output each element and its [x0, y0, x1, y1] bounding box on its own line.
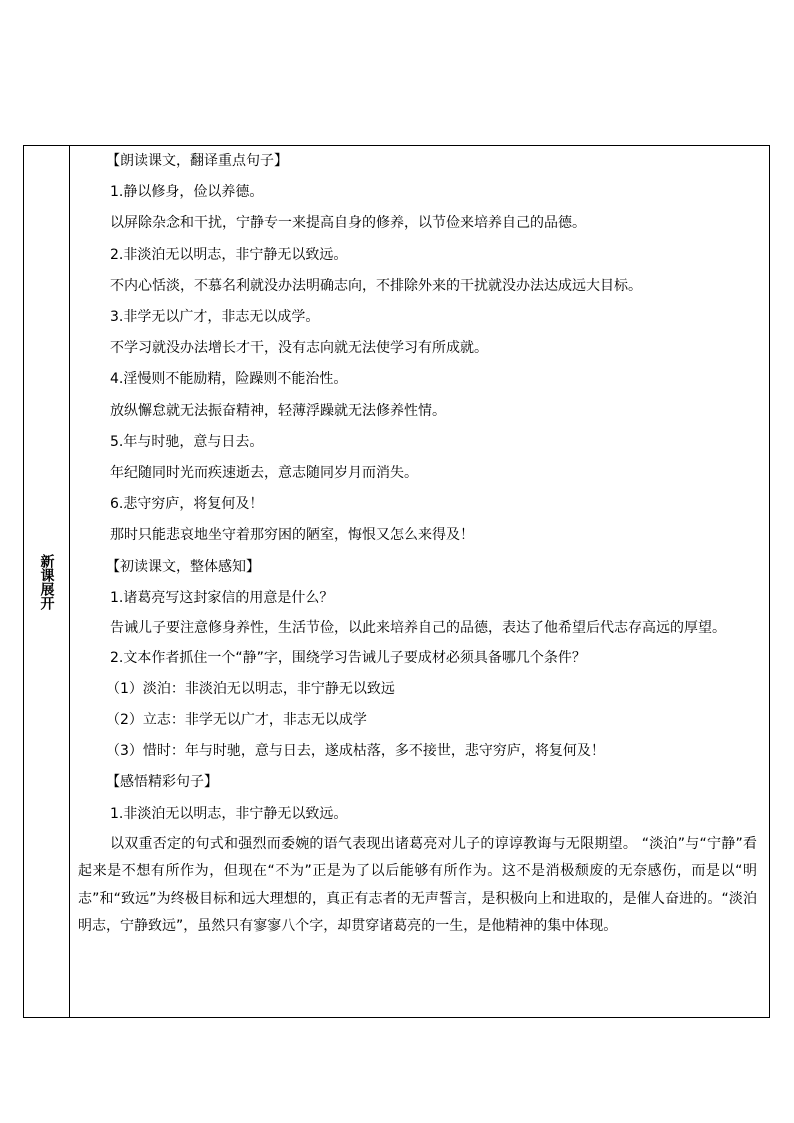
text-line: 4.淫慢则不能励精，险躁则不能治性。 [110, 371, 348, 388]
text-line: 年纪随同时光而疾速逝去，意志随同岁月而消失。 [110, 465, 418, 482]
text-line: （2）立志：非学无以广才，非志无以成学 [106, 711, 367, 728]
text-line: 以屏除杂念和干扰，宁静专一来提高自身的修养，以节俭来培养自己的品德。 [110, 215, 586, 232]
text-line: （3）惜时：年与时驰，意与日去，遂成枯落，多不接世，悲守穷庐，将复何及！ [106, 743, 605, 760]
text-line: 不内心恬淡，不慕名利就没办法明确志向，不排除外来的干扰就没办法达成远大目标。 [110, 277, 642, 294]
text-line: 2.文本作者抓住一个“静”字，围绕学习告诫儿子要成材必须具备哪几个条件？ [110, 649, 586, 666]
text-line: 3.非学无以广才，非志无以成学。 [110, 309, 320, 326]
section-label-cell [24, 146, 70, 1017]
text-line: 放纵懈怠就无法振奋精神，轻薄浮躁就无法修养性情。 [110, 402, 446, 419]
analysis-paragraph: 以双重否定的句式和强烈而委婉的语气表现出诸葛亮对儿子的谆谆教诲与无限期望。 “淡泊”与“宁静”看起来是不想有所作为，但现在“不为”正是为了以后能够有所作为。这不是消极颓废的无奈感伤，而是以“明志”和“致远”为终极目标和远大理想的，真正有志者的无声誓言，是积极向上和进取的，是催人奋进的。“淡泊明志，宁静致远”，虽然只有寥寥八个字，却贯穿诸葛亮的一生，是他精神的集中体现。 [78, 835, 757, 935]
answer-paragraph: 告诫儿子要注意修身养性，生活节俭，以此来培养自己的品德，表达了他希望后代志存高远的厚望。 [110, 620, 726, 637]
text-line: 5.年与时驰，意与日去。 [110, 433, 264, 450]
text-line: 【初读课文，整体感知】 [106, 558, 260, 575]
lesson-table [23, 145, 770, 1018]
text-line: 6.悲守穷庐，将复何及！ [110, 496, 264, 513]
text-line: 不学习就没办法增长才干，没有志向就无法使学习有所成就。 [110, 340, 488, 357]
text-line: 1.诸葛亮写这封家信的用意是什么？ [110, 589, 334, 606]
section-label: 新课展开 [38, 553, 55, 610]
content-cell [70, 146, 769, 1017]
text-line: 1.静以修身，俭以养德。 [110, 184, 264, 201]
text-line: 【朗读课文，翻译重点句子】 [106, 153, 288, 169]
text-line: （1）淡泊：非淡泊无以明志，非宁静无以致远 [106, 680, 395, 697]
text-line: 那时只能悲哀地坐守着那穷困的陋室，悔恨又怎么来得及！ [110, 527, 474, 544]
text-line: 2.非淡泊无以明志，非宁静无以致远。 [110, 246, 348, 263]
text-line: 【感悟精彩句子】 [106, 774, 218, 791]
text-line: 1.非淡泊无以明志，非宁静无以致远。 [110, 805, 348, 822]
